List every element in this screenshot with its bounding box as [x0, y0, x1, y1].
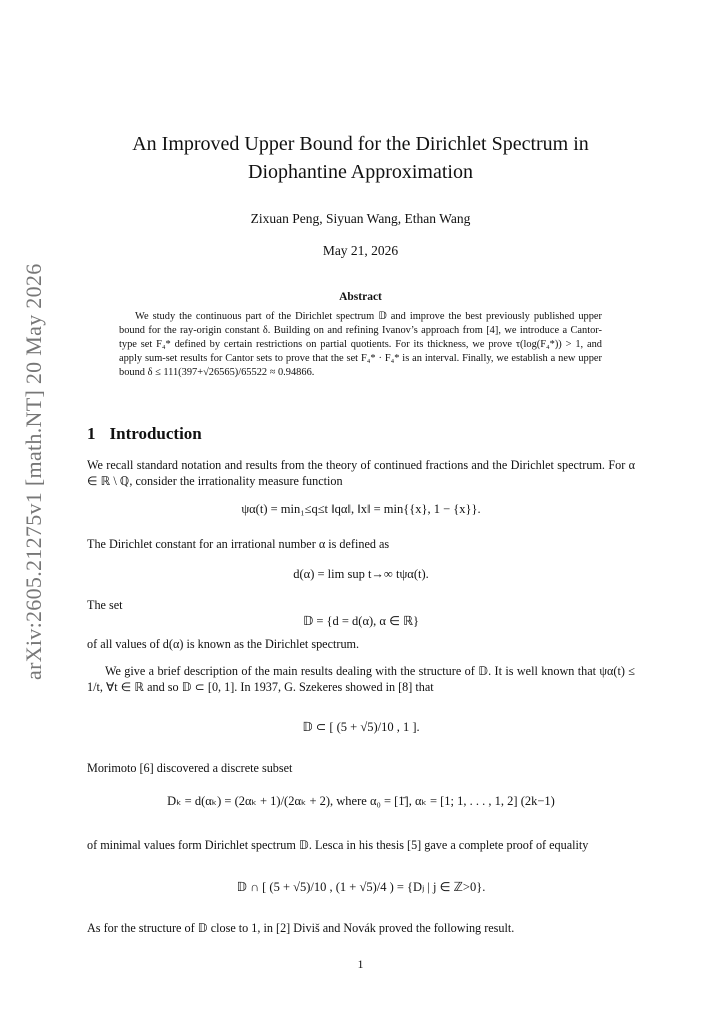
paragraph-8: As for the structure of 𝔻 close to 1, in [2] Diviš and Novák proved the following result. — [87, 921, 515, 935]
arxiv-identifier: arXiv:2605.21275v1 [math.NT] 20 May 2026 — [21, 263, 46, 680]
date: May 21, 2026 — [322, 243, 399, 258]
title-line-1: An Improved Upper Bound for the Dirichlet Spectrum in — [132, 133, 589, 155]
equation-irrationality-measure: ψα(t) = min₁≤q≤t ‖qα‖, ‖x‖ = min{{x}, 1 − {x}}. — [241, 502, 481, 516]
equation-lesca: 𝔻 ∩ [ (5 + √5)/10 , (1 + √5)/4 ) = {Dⱼ | j ∈ ℤ>0}. — [236, 880, 486, 894]
page-number: 1 — [357, 957, 364, 971]
paragraph-4: of all values of d(α) is known as the Dirichlet spectrum. — [87, 637, 360, 651]
equation-szekeres: 𝔻 ⊂ [ (5 + √5)/10 , 1 ]. — [302, 720, 420, 734]
paragraph-7: of minimal values form Dirichlet spectrum 𝔻. Lesca in his thesis [5] gave a complete proof of equality — [87, 838, 589, 852]
section-title: Introduction — [109, 424, 202, 443]
section-number: 1 — [87, 424, 96, 443]
authors: Zixuan Peng, Siyuan Wang, Ethan Wang — [250, 211, 471, 226]
title-line-2: Diophantine Approximation — [248, 161, 473, 183]
equation-dirichlet-set: 𝔻 = {d = d(α), α ∈ ℝ} — [302, 614, 420, 628]
paragraph-2: The Dirichlet constant for an irrational number α is defined as — [87, 537, 390, 551]
paragraph-3: The set — [87, 598, 123, 612]
paper-title — [0, 130, 721, 186]
paragraph-1: We recall standard notation and results from the theory of continued fractions and the Dirichlet spectrum. For α ∈ ℝ \ ℚ, consider the irrationality measure function — [87, 458, 635, 488]
paragraph-6: Morimoto [6] discovered a discrete subset — [87, 761, 293, 775]
equation-dirichlet-constant: d(α) = lim sup t→∞ tψα(t). — [293, 567, 429, 581]
paragraph-5: We give a brief description of the main results dealing with the structure of 𝔻. It is well known that ψα(t) ≤ 1/t, ∀t ∈ ℝ and so 𝔻 ⊂ [0, 1]. In 1937, G. Szekeres showed in [8] that — [87, 664, 635, 694]
section-heading — [87, 424, 202, 444]
equation-morimoto: Dₖ = d(αₖ) = (2αₖ + 1)/(2αₖ + 2), where α₀ = [1̄], αₖ = [1; 1, . . . , 1, 2] (2k−1) — [167, 794, 555, 808]
abstract-text: We study the continuous part of the Dirichlet spectrum 𝔻 and improve the best previously published upper bound for the ray-origin constant δ. Building on and refining Ivanov’s approach from [4], we introduce a Cantor-type set F₄* defined by certain restrictions on partial quotients. For its thickness, we prove τ(log(F₄*)) > 1, and apply sum-set results for Cantor sets to prove that the set F₄* · F₄* is an interval. Finally, we establish a new upper bound δ ≤ 111(397+√26565)/65522 ≈ 0.94866. — [119, 311, 602, 378]
abstract-heading: Abstract — [339, 291, 382, 303]
